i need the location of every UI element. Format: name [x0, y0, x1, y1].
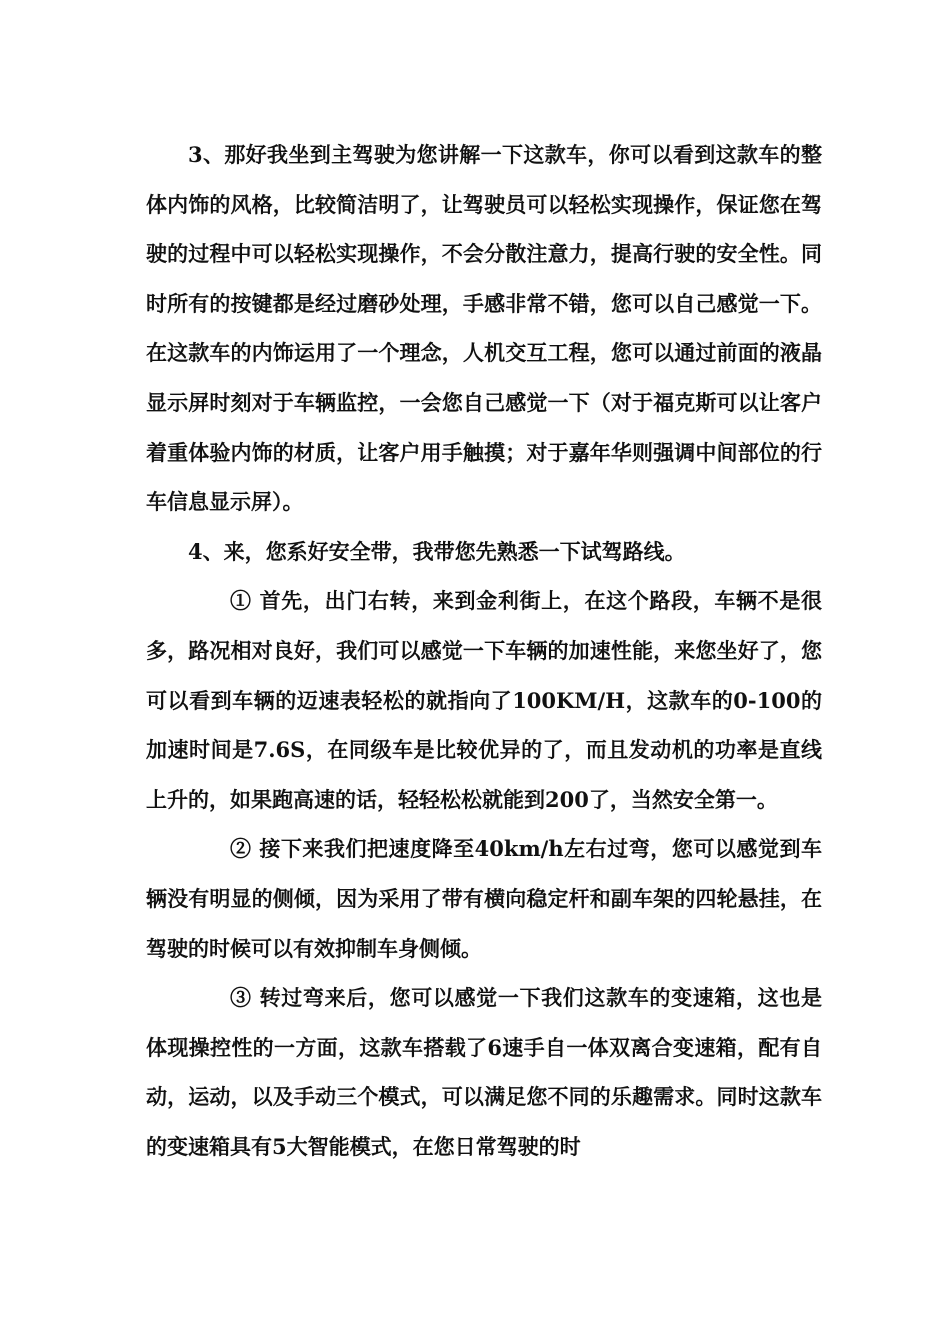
paragraph-interior: 3、那好我坐到主驾驶为您讲解一下这款车，你可以看到这款车的整体内饰的风格，比较简洁明了，让驾驶员可以轻松实现操作，保证您在驾驶的过程中可以轻松实现操作，不会分散注意力，提高行驶的安全性。同时所有的按键都是经过磨砂处理，手感非常不错，您可以自己感觉一下。在这款车的内饰运用了一个理念，人机交互工程，您可以通过前面的液晶显示屏时刻对于车辆监控，一会您自己感觉一下（对于福克斯可以让客户着重体验内饰的材质，让客户用手触摸；对于嘉年华则强调中间部位的行车信息显示屏）。 [146, 142, 822, 515]
paragraph-route-intro: 4、来，您系好安全带，我带您先熟悉一下试驾路线。 [188, 538, 686, 564]
paragraph-transmission: ③ 转过弯来后，您可以感觉一下我们这款车的变速箱，这也是体现操控性的一方面，这款车搭载了6速手自一体双离合变速箱，配有自动，运动，以及手动三个模式，可以满足您不同的乐趣需求。同时这款车的变速箱具有5大智能模式，在您日常驾驶的时 [146, 985, 822, 1159]
paragraph-acceleration: ① 首先，出门右转，来到金利街上，在这个路段，车辆不是很多，路况相对良好，我们可以感觉一下车辆的加速性能，来您坐好了，您可以看到车辆的迈速表轻松的就指向了100KM/H，这款车的0-100的加速时间是7.6S，在同级车是比较优异的了，而且发动机的功率是直线上升的，如果跑高速的话，轻轻松松就能到200了，当然安全第一。 [146, 588, 822, 812]
paragraph-cornering: ② 接下来我们把速度降至40km/h左右过弯，您可以感觉到车辆没有明显的侧倾，因为采用了带有横向稳定杆和副车架的四轮悬挂，在驾驶的时候可以有效抑制车身侧倾。 [146, 836, 822, 961]
